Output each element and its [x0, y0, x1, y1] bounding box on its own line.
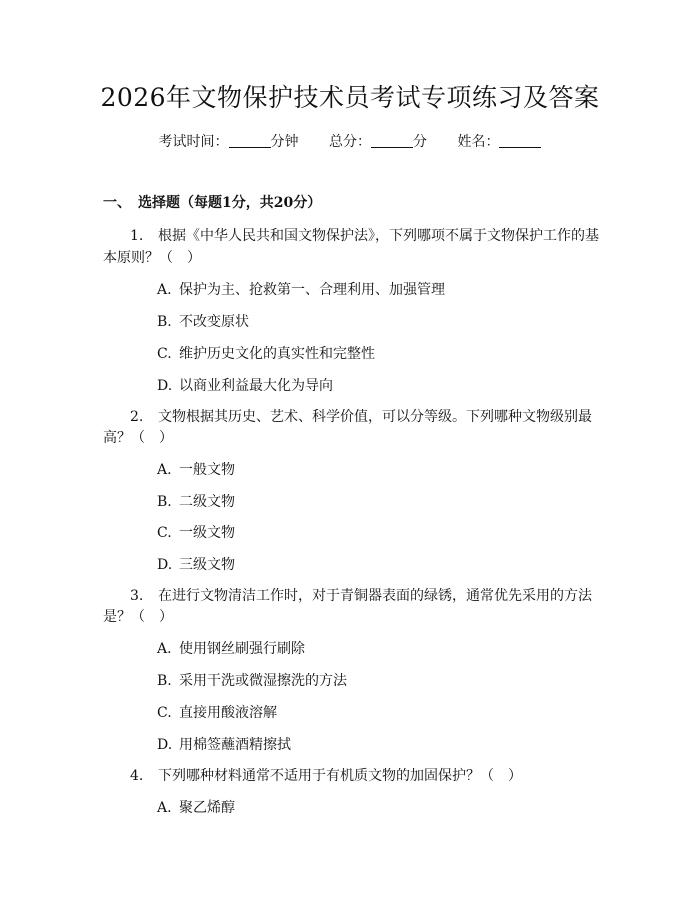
- question-3-text: 在进行文物清洁工作时，对于青铜器表面的绿锈，通常优先采用的方法: [158, 588, 592, 604]
- option-text: 三级文物: [179, 557, 235, 573]
- question-2-option-b: [157, 491, 235, 511]
- name-blank: [499, 133, 541, 148]
- section-number: 一、: [103, 195, 131, 211]
- exam-time-field: [159, 131, 299, 151]
- total-score-label: 总分：: [329, 134, 371, 150]
- question-2-option-c: [157, 522, 235, 542]
- question-2-line-1: [130, 406, 592, 426]
- question-3-number: 3.: [130, 588, 144, 604]
- question-1-option-a: [157, 279, 445, 299]
- question-2-option-a: [157, 459, 235, 479]
- question-2-text: 文物根据其历史、艺术、科学价值，可以分等级。下列哪种文物级别最: [158, 409, 592, 425]
- option-letter: C.: [157, 525, 172, 541]
- question-4-option-a: [157, 797, 235, 817]
- name-label: 姓名：: [457, 134, 500, 150]
- question-1-option-b: [157, 311, 249, 331]
- question-3-option-b: [157, 670, 347, 690]
- section-title: 选择题（每题1分，共20分）: [138, 195, 322, 211]
- option-text: 二级文物: [179, 494, 235, 510]
- question-2-line-2: 高？（ ）: [103, 430, 173, 446]
- question-1-line-1: [130, 225, 599, 245]
- option-letter: C.: [157, 346, 172, 362]
- question-3-line-1: [130, 585, 592, 605]
- question-3-option-d: [157, 734, 291, 754]
- page-title: 2026年文物保护技术员考试专项练习及答案: [100, 83, 600, 112]
- option-letter: D.: [157, 737, 173, 753]
- question-4-number: 4.: [130, 768, 144, 784]
- option-text: 一般文物: [179, 462, 235, 478]
- exam-time-blank: [229, 133, 271, 148]
- name-field: [457, 131, 541, 151]
- option-text: 使用钢丝刷强行刷除: [179, 641, 305, 657]
- question-2-option-d: [157, 554, 235, 574]
- question-4-line-1: [130, 765, 522, 785]
- option-text: 一级文物: [179, 525, 235, 541]
- question-1-line-2: 本原则？（ ）: [103, 250, 201, 266]
- total-score-blank: [371, 133, 413, 148]
- exam-time-unit: 分钟: [270, 134, 299, 150]
- total-score-unit: 分: [413, 134, 427, 150]
- option-letter: A.: [157, 800, 172, 816]
- question-3-line-2: 是？（ ）: [103, 609, 173, 625]
- exam-time-label: 考试时间：: [158, 134, 229, 150]
- section-heading: [103, 192, 321, 212]
- question-3-option-c: [157, 702, 277, 722]
- option-letter: D.: [157, 557, 173, 573]
- question-1-text: 根据《中华人民共和国文物保护法》，下列哪项不属于文物保护工作的基: [158, 228, 599, 244]
- question-2-number: 2.: [130, 409, 144, 425]
- option-letter: C.: [157, 705, 172, 721]
- option-text: 以商业利益最大化为导向: [179, 378, 333, 394]
- option-text: 采用干洗或微湿擦洗的方法: [179, 673, 347, 689]
- option-text: 维护历史文化的真实性和完整性: [179, 346, 375, 362]
- option-letter: A.: [157, 641, 172, 657]
- option-letter: B.: [157, 673, 172, 689]
- option-letter: B.: [157, 494, 172, 510]
- question-4-text: 下列哪种材料通常不适用于有机质文物的加固保护？（ ）: [158, 768, 522, 784]
- option-text: 直接用酸液溶解: [179, 705, 277, 721]
- option-text: 用棉签蘸酒精擦拭: [179, 737, 291, 753]
- question-1-option-d: [157, 375, 333, 395]
- question-1-option-c: [157, 343, 375, 363]
- question-3-option-a: [157, 638, 305, 658]
- option-letter: B.: [157, 314, 172, 330]
- option-text: 保护为主、抢救第一、合理利用、加强管理: [179, 282, 445, 298]
- question-1-number: 1.: [130, 228, 144, 244]
- total-score-field: [329, 131, 427, 151]
- option-text: 不改变原状: [179, 314, 249, 330]
- exam-info-line: [0, 131, 700, 151]
- option-text: 聚乙烯醇: [179, 800, 235, 816]
- option-letter: A.: [157, 282, 172, 298]
- option-letter: D.: [157, 378, 173, 394]
- option-letter: A.: [157, 462, 172, 478]
